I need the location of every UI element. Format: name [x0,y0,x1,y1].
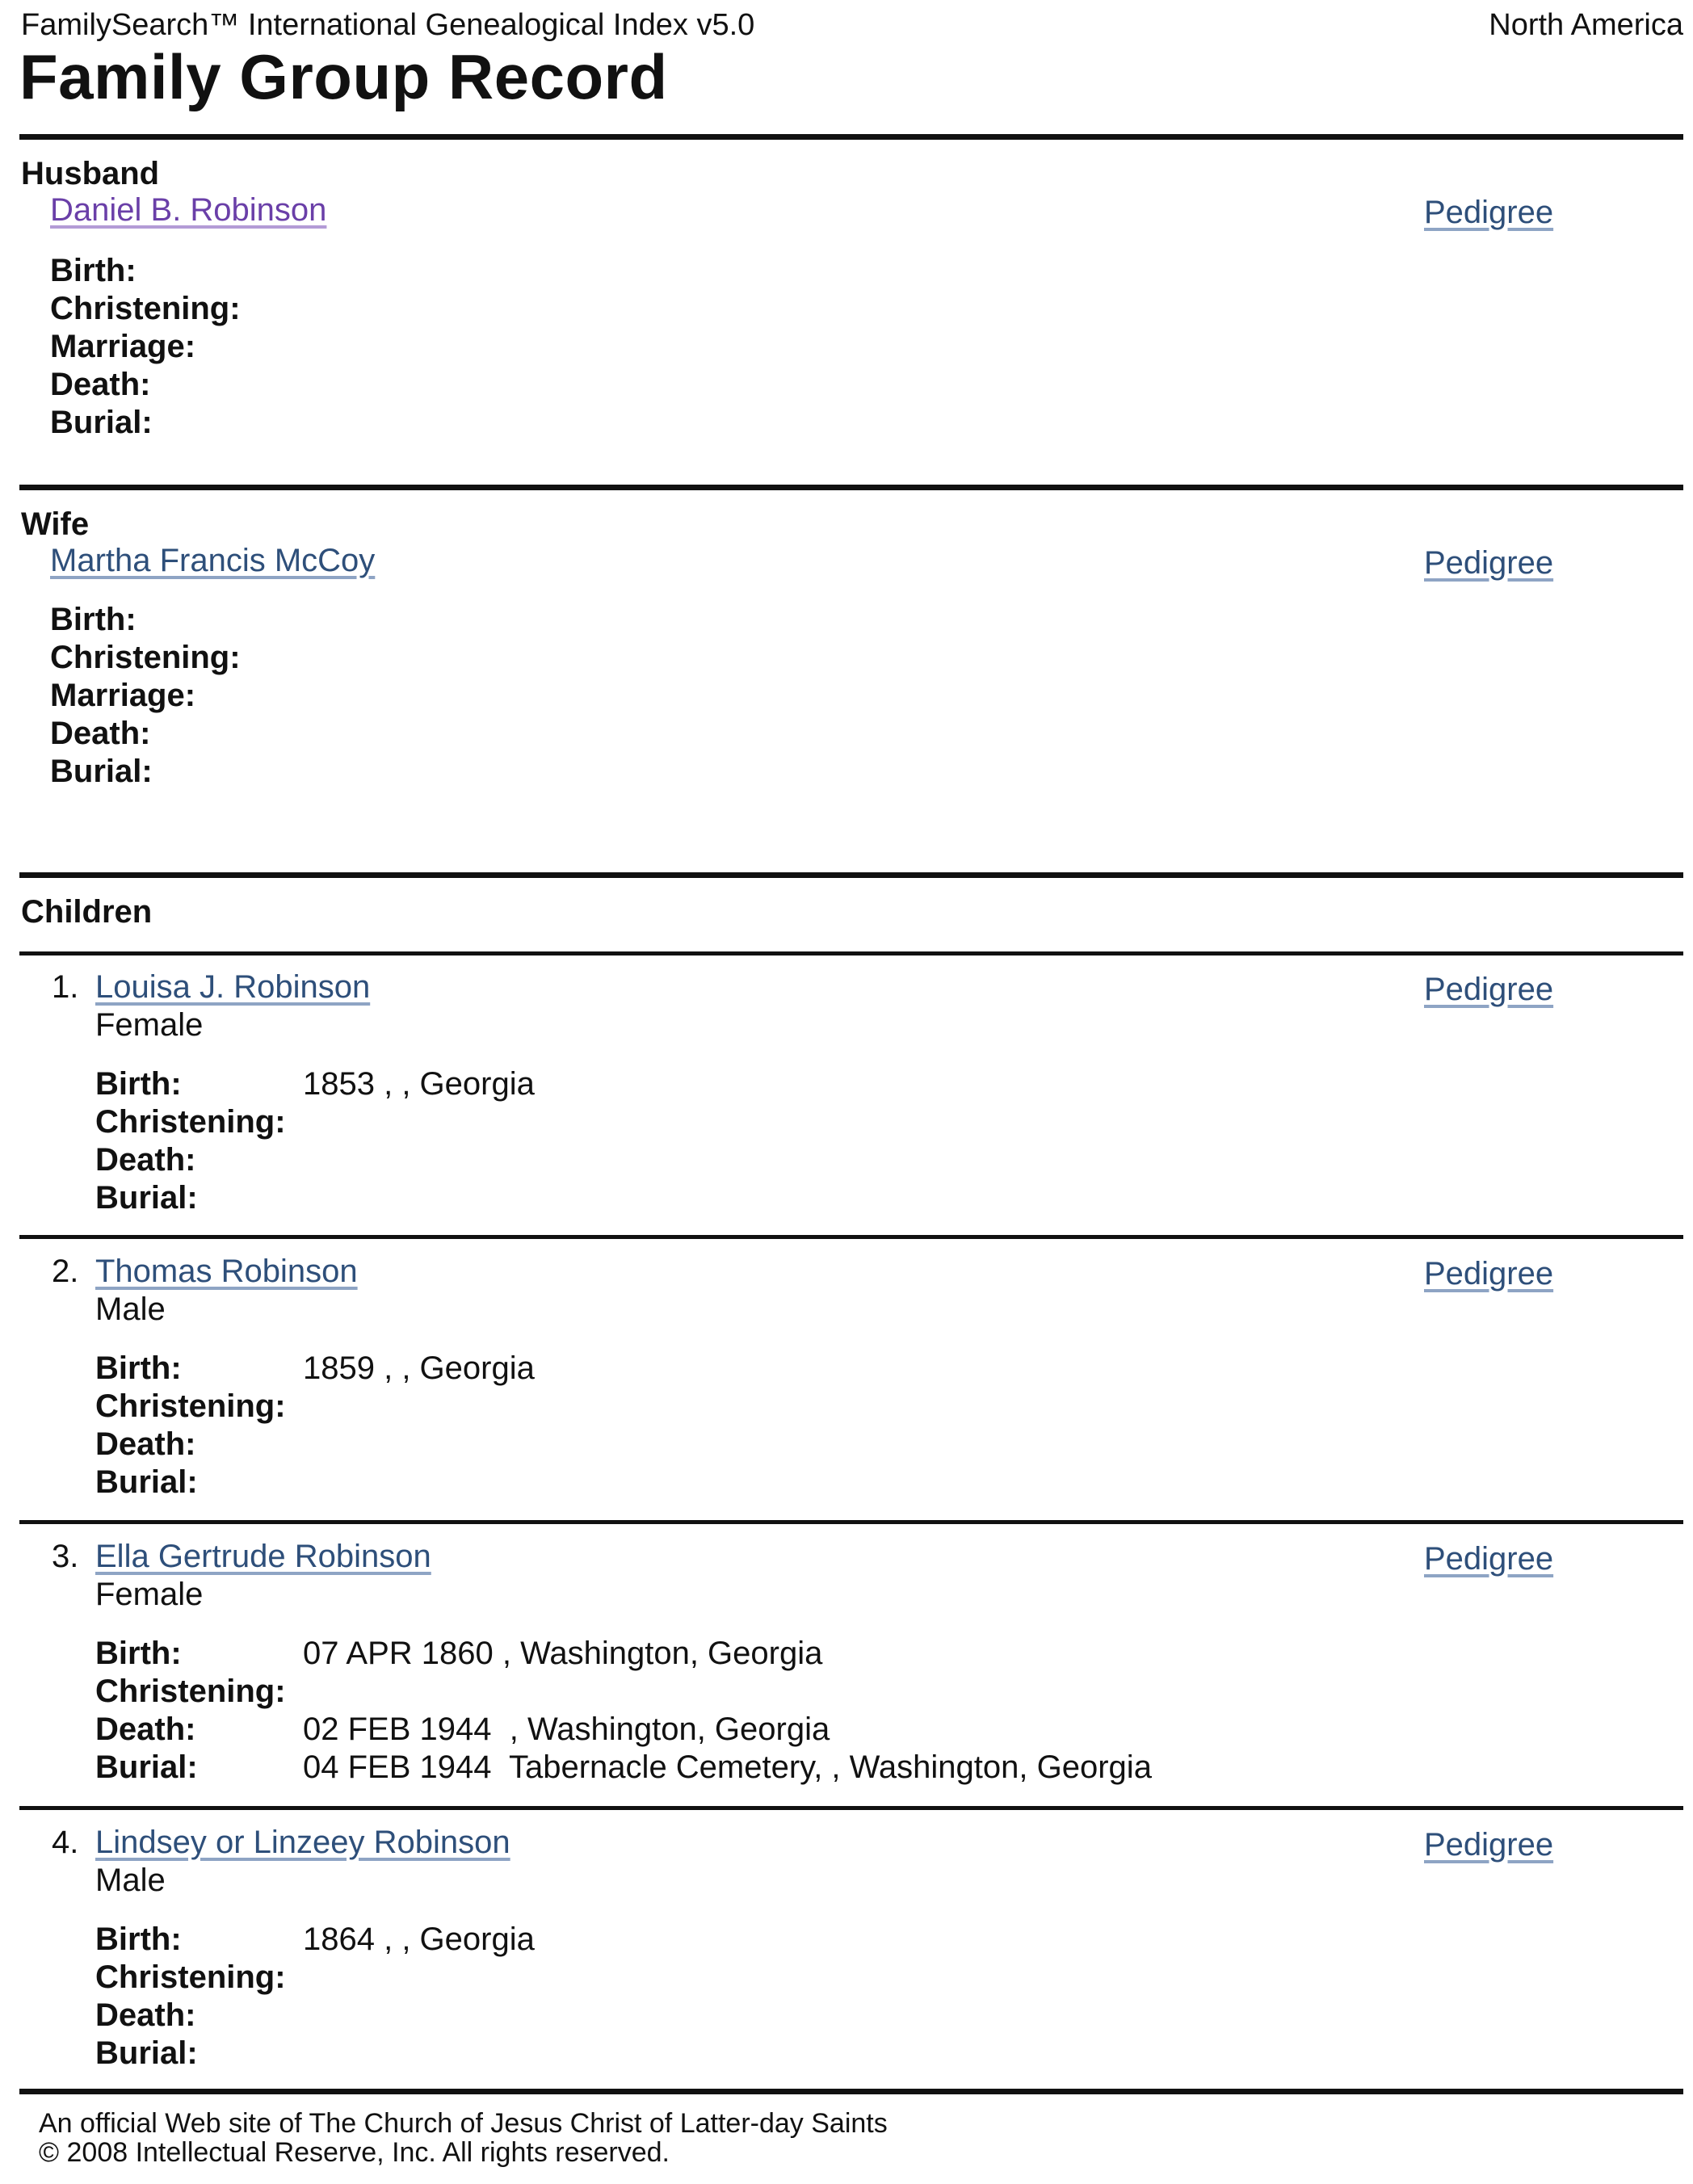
wife-heading: Wife [21,506,90,542]
children-heading: Children [21,894,153,930]
child-death-label: Death: [95,1712,196,1747]
child-divider [19,1235,1683,1239]
child-birth-label: Birth: [95,1922,182,1957]
wife-christening-label: Christening: [50,640,241,675]
child-death-label: Death: [95,1426,196,1462]
child-name-link[interactable]: Louisa J. Robinson [95,969,371,1005]
wife-burial-label: Burial: [50,754,153,789]
child-number: 3. [52,1539,79,1574]
husband-christening-label: Christening: [50,291,241,326]
husband-birth-label: Birth: [50,253,137,288]
wife-birth-label: Birth: [50,602,137,637]
child-number: 2. [52,1254,79,1289]
husband-heading: Husband [21,156,160,191]
child-burial-label: Burial: [95,1464,198,1500]
site-title: FamilySearch™ International Genealogical Index v5.0 [21,8,755,42]
child-christening-label: Christening: [95,1674,286,1709]
child-christening-label: Christening: [95,1388,286,1424]
child-pedigree-link[interactable]: Pedigree [1424,1256,1554,1292]
child-burial-label: Burial: [95,1180,198,1216]
wife-name-link[interactable]: Martha Francis McCoy [50,543,376,578]
child-death-label: Death: [95,1997,196,2033]
child-pedigree-link[interactable]: Pedigree [1424,972,1554,1007]
child-burial-label: Burial: [95,2035,198,2071]
child-pedigree-link[interactable]: Pedigree [1424,1541,1554,1577]
child-gender: Male [95,1863,166,1898]
child-birth-value: 07 APR 1860 , Washington, Georgia [303,1636,823,1671]
husband-burial-label: Burial: [50,405,153,440]
child-death-value: 02 FEB 1944 , Washington, Georgia [303,1712,830,1747]
child-burial-value: 04 FEB 1944 Tabernacle Cemetery, , Washington, Georgia [303,1749,1152,1785]
child-gender: Female [95,1577,204,1612]
child-name-link[interactable]: Ella Gertrude Robinson [95,1539,431,1574]
child-birth-label: Birth: [95,1350,182,1386]
wife-death-label: Death: [50,716,151,751]
section-divider [19,134,1683,140]
child-birth-value: 1859 , , Georgia [303,1350,535,1386]
footer-copyright: © 2008 Intellectual Reserve, Inc. All rights reserved. [39,2137,670,2168]
child-christening-label: Christening: [95,1104,286,1140]
husband-name-link[interactable]: Daniel B. Robinson [50,192,327,228]
child-death-label: Death: [95,1142,196,1178]
husband-death-label: Death: [50,367,151,402]
page-title: Family Group Record [19,41,668,112]
child-pedigree-link[interactable]: Pedigree [1424,1827,1554,1863]
child-number: 4. [52,1825,79,1860]
husband-marriage-label: Marriage: [50,329,196,364]
child-gender: Male [95,1292,166,1327]
child-gender: Female [95,1007,204,1043]
child-name-link[interactable]: Thomas Robinson [95,1254,358,1289]
child-divider [19,1806,1683,1810]
child-number: 1. [52,969,79,1005]
child-birth-value: 1864 , , Georgia [303,1922,535,1957]
child-name-link[interactable]: Lindsey or Linzeey Robinson [95,1825,510,1860]
section-divider [19,485,1683,490]
child-burial-label: Burial: [95,1749,198,1785]
husband-pedigree-link[interactable]: Pedigree [1424,195,1554,230]
region-label: North America [1489,8,1683,42]
child-divider [19,951,1683,956]
footer-church-line: An official Web site of The Church of Jesus Christ of Latter-day Saints [39,2108,888,2139]
section-divider [19,872,1683,878]
child-birth-label: Birth: [95,1636,182,1671]
child-christening-label: Christening: [95,1959,286,1995]
child-birth-label: Birth: [95,1066,182,1102]
child-divider [19,1520,1683,1524]
wife-marriage-label: Marriage: [50,678,196,713]
child-birth-value: 1853 , , Georgia [303,1066,535,1102]
footer-divider [19,2089,1683,2094]
wife-pedigree-link[interactable]: Pedigree [1424,545,1554,581]
